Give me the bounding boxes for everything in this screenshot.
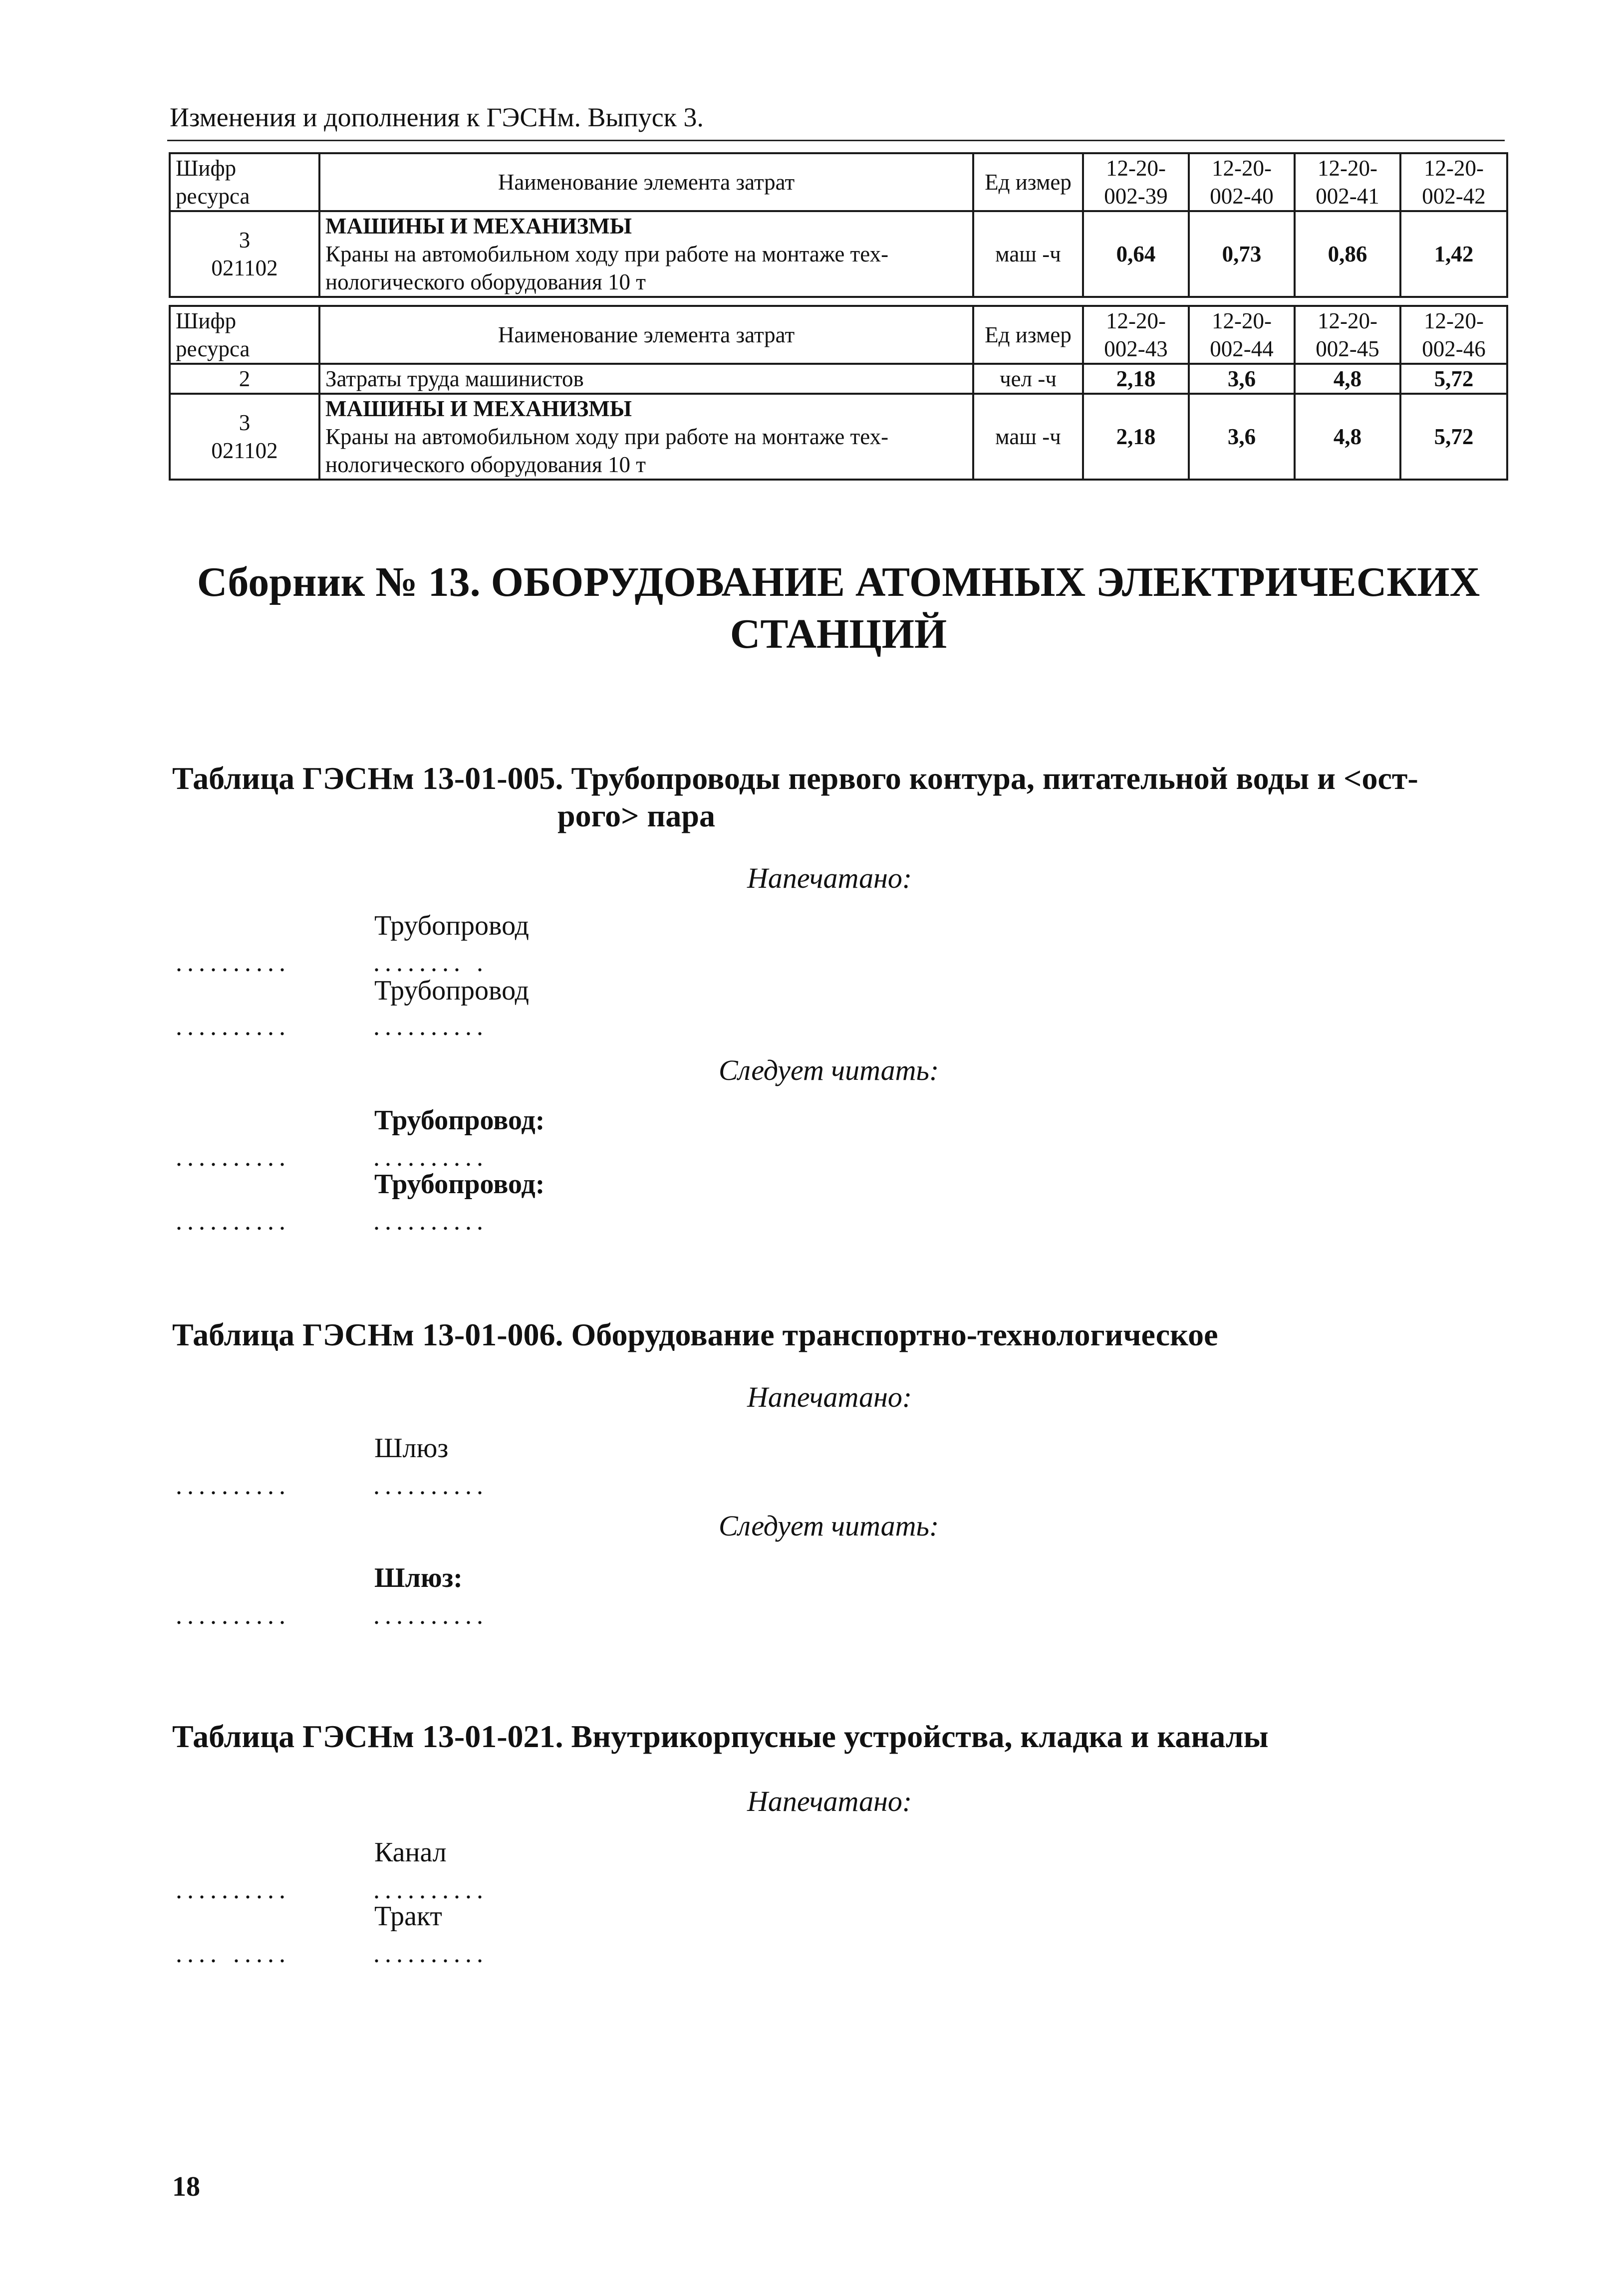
printed-word: Канал	[374, 1837, 447, 1868]
omission-dots: ..........	[373, 1013, 488, 1041]
column-header-code: Шифр ресурса	[170, 306, 319, 364]
resource-name-line-1: Краны на автомобильном ходу при работе на монтаже тех-	[325, 242, 889, 266]
unit-cell: чел -ч	[973, 364, 1083, 394]
resource-section-code: 3	[239, 228, 251, 253]
section-heading: МАШИНЫ И МЕХАНИЗМЫ	[325, 214, 632, 239]
norm-code-line-2: 002-39	[1104, 184, 1168, 209]
table-title-continuation: рого> пара	[557, 798, 715, 833]
norm-code-line-1: 12-20-	[1212, 308, 1272, 333]
resource-name-line-1: Краны на автомобильном ходу при работе на монтаже тех-	[325, 424, 889, 449]
omission-dots: ..........	[373, 1876, 488, 1904]
printed-label: Напечатано:	[747, 1785, 912, 1817]
header-rule	[167, 140, 1505, 141]
corrected-word: Шлюз:	[374, 1562, 463, 1593]
value-cell: 2,18	[1083, 394, 1189, 480]
section-heading: МАШИНЫ И МЕХАНИЗМЫ	[325, 396, 632, 421]
omission-dots: ..........	[176, 1472, 290, 1500]
norm-code-line-2: 002-43	[1104, 336, 1168, 361]
omission-dots: ..........	[176, 1876, 290, 1904]
value-cell: 4,8	[1295, 394, 1400, 480]
norm-code-line-2: 002-42	[1422, 184, 1486, 209]
omission-dots: ..........	[176, 1013, 290, 1041]
column-header-norm-code	[1189, 306, 1295, 364]
column-header-norm-code	[1400, 153, 1507, 211]
collection-title-line-2: СТАНЦИЙ	[730, 611, 947, 657]
omission-dots: ..........	[373, 1207, 488, 1236]
norm-code-line-1: 12-20-	[1318, 156, 1377, 181]
column-header-code: Шифр ресурса	[170, 153, 319, 211]
value-cell: 0,73	[1189, 211, 1295, 297]
resource-name-line-2: нологического оборудования 10 т	[325, 452, 646, 477]
resource-table-1	[169, 152, 1508, 298]
column-header-norm-code	[1295, 153, 1400, 211]
norm-code-line-1: 12-20-	[1318, 308, 1377, 333]
value-cell: 5,72	[1400, 364, 1507, 394]
printed-word: Трубопровод	[374, 910, 529, 941]
value-cell: 0,86	[1295, 211, 1400, 297]
column-header-unit: Ед измер	[973, 306, 1083, 364]
omission-dots: ..........	[373, 1940, 488, 1968]
page-number: 18	[172, 2171, 200, 2202]
value-cell: 0,64	[1083, 211, 1189, 297]
resource-table-2	[169, 305, 1508, 481]
column-header-norm-code	[1400, 306, 1507, 364]
omission-dots: ..........	[176, 1601, 290, 1630]
omission-dots: .... .....	[176, 1940, 290, 1968]
norm-code-line-2: 002-40	[1210, 184, 1274, 209]
collection-title	[165, 556, 1512, 660]
norm-code-line-2: 002-44	[1210, 336, 1274, 361]
read-as-label: Следует читать:	[719, 1510, 939, 1542]
printed-label: Напечатано:	[747, 1381, 912, 1413]
column-header-norm-code	[1083, 306, 1189, 364]
collection-title-line-1: Сборник № 13. ОБОРУДОВАНИЕ АТОМНЫХ ЭЛЕКТРИЧЕСКИХ	[197, 559, 1480, 605]
value-cell: 4,8	[1295, 364, 1400, 394]
table-title: Таблица ГЭСНм 13-01-021. Внутрикорпусные устройства, кладка и каналы	[172, 1719, 1269, 1754]
resource-name-line-2: нологического оборудования 10 т	[325, 269, 646, 294]
resource-name-cell	[319, 211, 973, 297]
printed-word: Трубопровод	[374, 975, 529, 1006]
table-row	[170, 394, 1507, 480]
table-header-row	[170, 306, 1507, 364]
value-cell: 1,42	[1400, 211, 1507, 297]
resource-code-cell	[170, 394, 319, 480]
column-header-norm-code	[1189, 153, 1295, 211]
norm-code-line-1: 12-20-	[1424, 156, 1484, 181]
norm-code-line-1: 12-20-	[1212, 156, 1272, 181]
column-header-unit: Ед измер	[973, 153, 1083, 211]
omission-dots: ..........	[373, 1143, 488, 1172]
corrected-word: Трубопровод:	[374, 1105, 545, 1136]
read-as-label: Следует читать:	[719, 1054, 939, 1086]
running-header: Изменения и дополнения к ГЭСНм. Выпуск 3.	[170, 102, 704, 132]
table-header-row	[170, 153, 1507, 211]
resource-section-code: 3	[239, 410, 251, 435]
omission-dots: ..........	[176, 949, 290, 977]
printed-label: Напечатано:	[747, 862, 912, 894]
omission-dots: ..........	[176, 1207, 290, 1236]
norm-code-line-2: 002-41	[1316, 184, 1379, 209]
table-row	[170, 364, 1507, 394]
unit-cell: маш -ч	[973, 394, 1083, 480]
omission-dots: ........ .	[373, 949, 488, 977]
value-cell: 5,72	[1400, 394, 1507, 480]
column-header-norm-code	[1295, 306, 1400, 364]
value-cell: 2,18	[1083, 364, 1189, 394]
value-cell: 3,6	[1189, 394, 1295, 480]
table-title: Таблица ГЭСНм 13-01-006. Оборудование транспортно-технологическое	[172, 1317, 1218, 1352]
resource-code-cell	[170, 211, 319, 297]
omission-dots: ..........	[176, 1143, 290, 1172]
value-cell: 3,6	[1189, 364, 1295, 394]
printed-word: Шлюз	[374, 1433, 449, 1464]
resource-name-cell: Затраты труда машинистов	[319, 364, 973, 394]
norm-code-line-1: 12-20-	[1424, 308, 1484, 333]
unit-cell: маш -ч	[973, 211, 1083, 297]
column-header-name: Наименование элемента затрат	[319, 306, 973, 364]
resource-code: 021102	[211, 255, 278, 280]
table-row	[170, 211, 1507, 297]
printed-word: Тракт	[374, 1901, 442, 1932]
norm-code-line-1: 12-20-	[1106, 156, 1166, 181]
omission-dots: ..........	[373, 1472, 488, 1500]
table-title: Таблица ГЭСНм 13-01-005. Трубопроводы первого контура, питательной воды и <ост-	[172, 761, 1418, 796]
column-header-name: Наименование элемента затрат	[319, 153, 973, 211]
norm-code-line-2: 002-45	[1316, 336, 1379, 361]
omission-dots: ..........	[373, 1601, 488, 1630]
resource-code-cell: 2	[170, 364, 319, 394]
resource-code: 021102	[211, 438, 278, 463]
norm-code-line-2: 002-46	[1422, 336, 1486, 361]
resource-name-cell	[319, 394, 973, 480]
column-header-norm-code	[1083, 153, 1189, 211]
norm-code-line-1: 12-20-	[1106, 308, 1166, 333]
corrected-word: Трубопровод:	[374, 1169, 545, 1200]
